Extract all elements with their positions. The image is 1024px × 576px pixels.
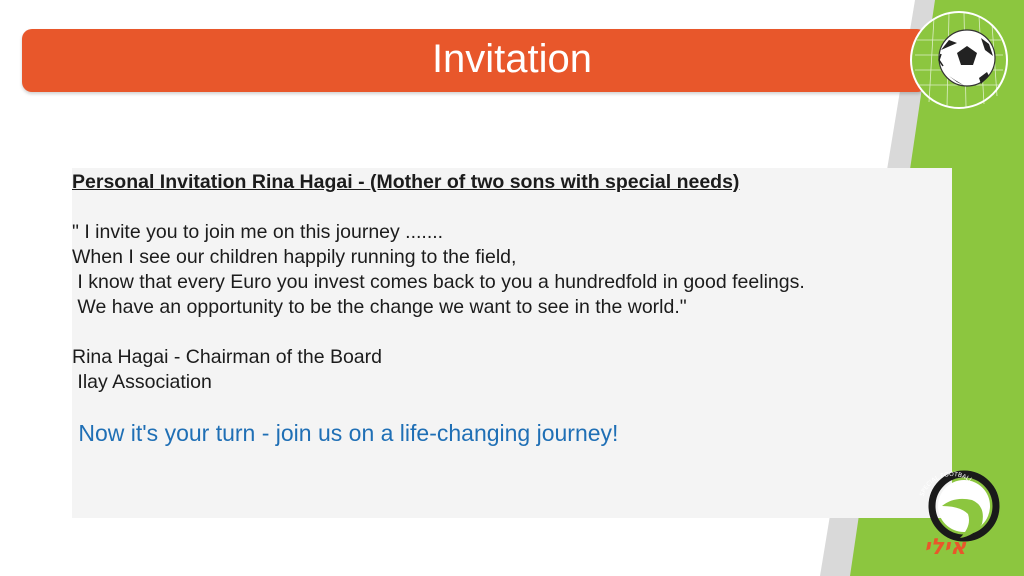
ilay-logo-icon <box>902 466 1002 558</box>
quote-line-3: I know that every Euro you invest comes back to you a hundredfold in good feelings. <box>72 271 805 293</box>
quote-line-4: We have an opportunity to be the change we want to see in the world." <box>72 296 687 318</box>
logo-ring-text: SPECIAL FOOTBALL <box>918 470 974 498</box>
quote-line-2: When I see our children happily running to the field, <box>72 246 517 268</box>
signature-name: Rina Hagai - Chairman of the Board <box>72 346 382 368</box>
logo-hebrew-text: אילי <box>924 535 967 558</box>
call-to-action: Now it's your turn - join us on a life-changing journey! <box>72 420 619 446</box>
invitation-heading: Personal Invitation Rina Hagai - (Mother of two sons with special needs) <box>72 171 740 193</box>
slide-title: Invitation <box>431 37 593 81</box>
invitation-text <box>72 170 952 448</box>
quote-line-1: " I invite you to join me on this journey ....... <box>72 221 444 243</box>
signature-org: Ilay Association <box>72 371 212 393</box>
soccer-ball-icon <box>909 10 1009 110</box>
